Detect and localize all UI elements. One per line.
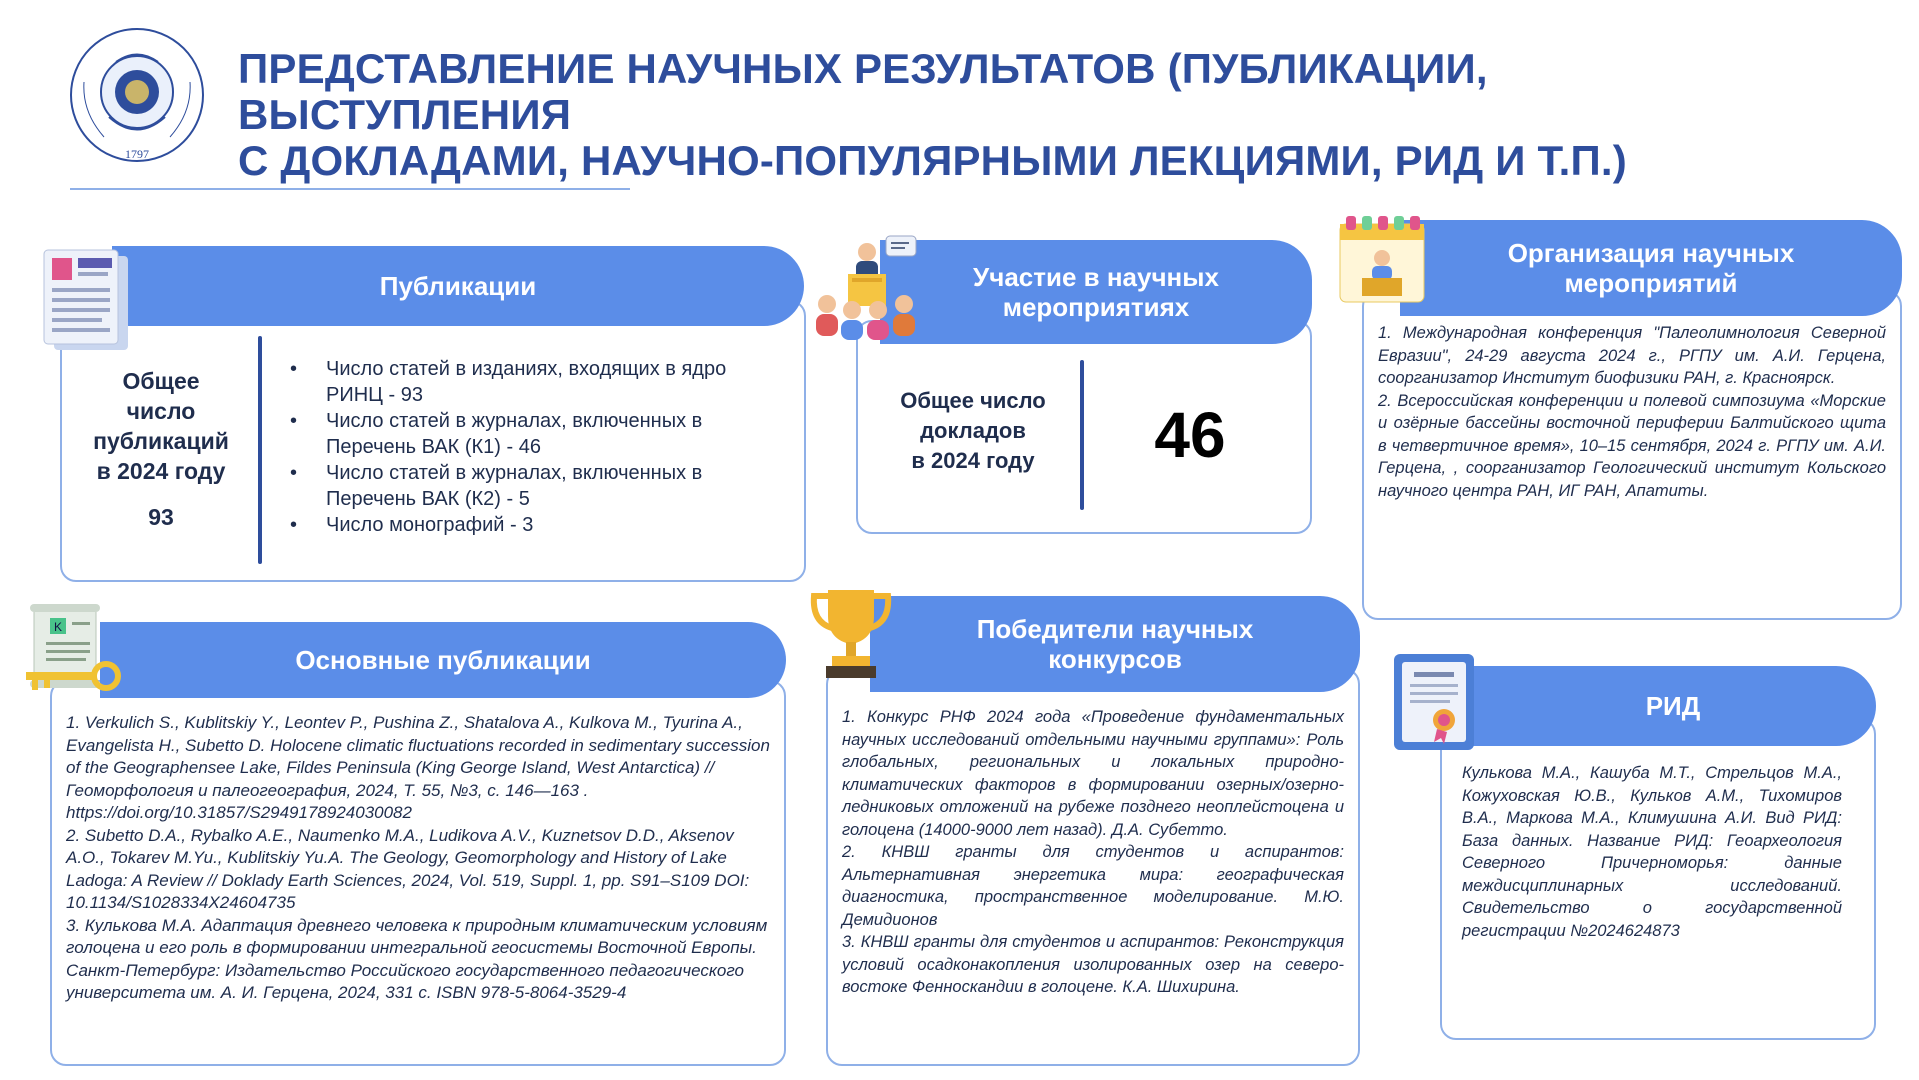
events-total-label: Общее число докладов в 2024 году [900,388,1046,473]
list-item: 1. Конкурс РНФ 2024 года «Проведение фундаментальных научных исследований отдельными научными группами»: Роль глобальных, региональных и локальных природно-климатических факторов в формировании озерных/озерно-ледниковых отложений на рубеже позднего неоплейстоцена и голоцена (14000-9000 лет назад). Д.А. Субетто. [842,708,1344,839]
rid-heading: РИД [1470,666,1876,746]
trophy-icon [806,582,896,682]
publications-separator [258,336,262,564]
list-item: • Число статей в журналах, включенных в Перечень ВАК (К2) - 5 [288,460,788,512]
organization-list [1378,322,1886,502]
list-item: 1. Международная конференция "Палеолимнология Северной Евразии", 24-29 августа 2024 г., РГПУ им. А.И. Герцена, соорганизатор Институт биофизики РАН, г. Красноярск. [1378,324,1886,387]
publications-total-label: Общее число публикаций в 2024 году 93 [78,366,244,532]
title-divider [70,188,630,190]
list-item: 3. Кулькова М.А. Адаптация древнего человека к природным климатическим условиям голоцена и его роль в формировании интегральной геосистемы Восточной Европы. Санкт-Петербург: Издательство Российского государственного педагогического университета им. А. И. Герцена, 2024, 331 с. ISBN 978-5-8064-3529-4 [66,915,768,1002]
speaker-audience-icon [812,232,922,342]
events-heading: Участие в научных мероприятиях [880,240,1312,344]
calendar-event-icon [1336,210,1428,306]
winners-heading: Победители научных конкурсов [870,596,1360,692]
certificate-key-icon [22,604,122,700]
university-logo [64,22,210,168]
list-item: • Число монографий - 3 [288,512,788,538]
title-line-1: ПРЕДСТАВЛЕНИЕ НАУЧНЫХ РЕЗУЛЬТАТОВ (ПУБЛИКАЦИИ, ВЫСТУПЛЕНИЯ [238,45,1488,138]
list-item: • Число статей в журналах, включенных в Перечень ВАК (К1) - 46 [288,408,788,460]
events-separator [1080,360,1084,510]
organization-heading: Организация научных мероприятий [1400,220,1902,316]
title-line-2: С ДОКЛАДАМИ, НАУЧНО-ПОПУЛЯРНЫМИ ЛЕКЦИЯМИ, РИД И Т.П.) [238,137,1627,184]
winners-list [842,706,1344,999]
main-publications-heading: Основные публикации [100,622,786,698]
events-total-value: 46 [1154,399,1226,471]
main-publications-list [66,712,772,1005]
certificate-icon [1392,652,1476,752]
logo-year: 1797 [125,147,149,161]
rid-text: Кулькова М.А., Кашуба М.Т., Стрельцов М.А., Кожуховская Ю.В., Кульков А.М., Тихомиров В.А., Маркова М.А., Климушина А.И. Вид РИД: База данных. Название РИД: Геоархеология Северного Причерноморья: данные междисциплинарных исследований. Свидетельство о государственной регистрации №2024624873 [1462,764,1842,940]
list-item: 3. КНВШ гранты для студентов и аспирантов: Реконструкция условий осадконакопления изолированных озер на северо-востоке Фенноскандии в голоцене. К.А. Шихирина. [842,933,1344,996]
publications-heading: Публикации [112,246,804,326]
publications-list [288,356,788,538]
list-item: • Число статей в изданиях, входящих в ядро РИНЦ - 93 [288,356,788,408]
list-item: 1. Verkulich S., Kublitskiy Y., Leontev P., Pushina Z., Shatalova A., Kulkova M., Tyurina A., Evangelista H., Subetto D. Holocene climatic fluctuations recorded in sedimentary succession of the Geographensee Lake, Fildes Peninsula (King George Island, West Antarctica) // Геоморфология и палеогеография, 2024, Т. 55, №3, с. 146—163 . https://doi.org/10.31857/S2949178924030082 [66,713,770,822]
page-title [238,46,1798,184]
document-icon [40,246,132,354]
list-item: 2. Всероссийская конференции и полевой симпозиума «Морские и озёрные бассейны восточной периферии Балтийского щита в четвертичное время», 10–15 сентября, 2024 г. РГПУ им. А.И. Герцена, , соорганизатор Геологический институт Кольского научного центра РАН, ИГ РАН, Апатиты. [1378,391,1886,500]
list-item: 2. Subetto D.A., Rybalko A.E., Naumenko M.A., Ludikova A.V., Kuznetsov D.D., Aksenov A.O., Tokarev M.Yu., Kublitskiy Yu.A. The Geology, Geomorphology and History of Lake Ladoga: A Review // Doklady Earth Sciences, 2024, Vol. 519, Suppl. 1, pp. S91–S109 DOI: 10.1134/S1028334X24604735 [66,825,750,912]
list-item: 2. КНВШ гранты для студентов и аспирантов: Альтернативная энергетика мира: географическая диагностика, пространственное моделирование. М.Ю. Демидионов [842,843,1344,929]
svg-text:K: K [53,620,63,634]
publications-total-value: 93 [148,504,174,530]
